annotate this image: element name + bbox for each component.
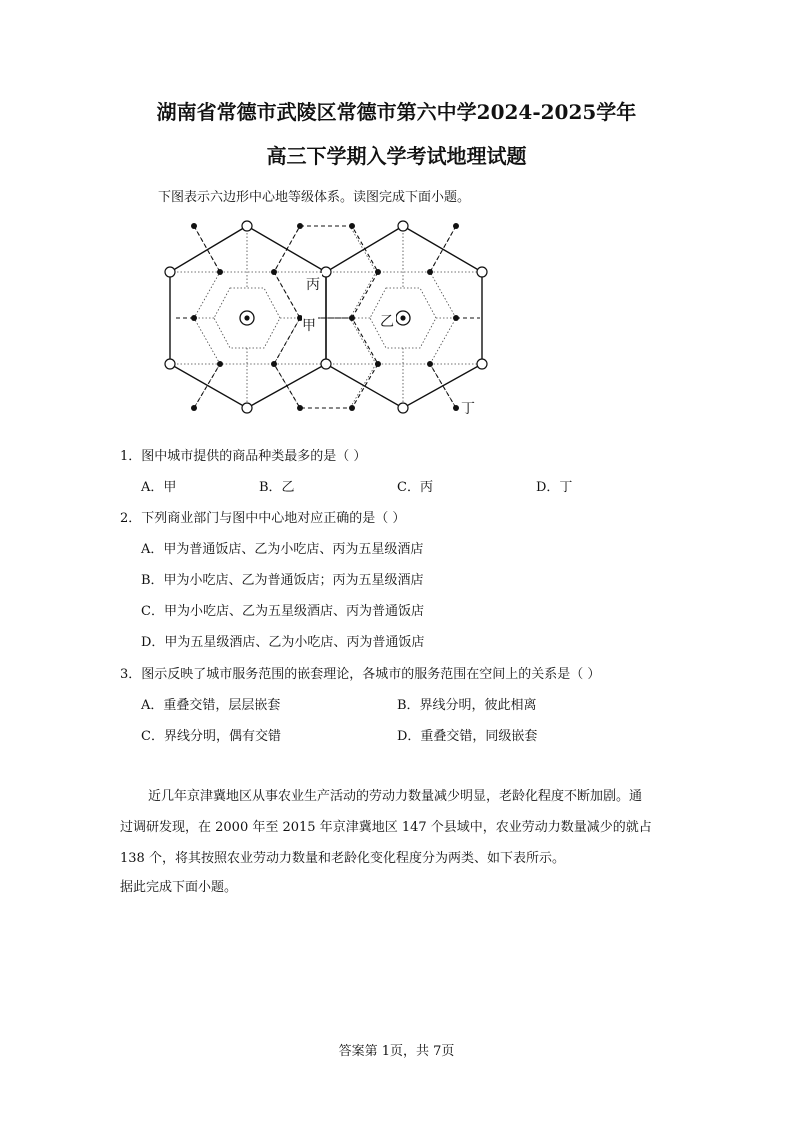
passage-line-2: 过调研发现，在 2000 年至 2015 年京津冀地区 147 个县域中，农业劳动力数量减少的就占	[120, 820, 652, 835]
question-1-option-d[interactable]: D．丁	[536, 480, 573, 495]
figure-intro: 下图表示六边形中心地等级体系。读图完成下面小题。	[158, 190, 471, 205]
question-2-option-a[interactable]: A．甲为普通饭店、乙为小吃店、丙为五星级酒店	[141, 542, 424, 557]
question-1-option-b[interactable]: B．乙	[259, 480, 295, 495]
page-title-line1: 湖南省常德市武陵区常德市第六中学2024-2025学年	[156, 100, 637, 124]
question-1-stem: 1．图中城市提供的商品种类最多的是（ ）	[120, 449, 367, 464]
question-2-stem: 2．下列商业部门与图中中心地对应正确的是（ ）	[120, 511, 406, 526]
central-place-hexagon-figure	[150, 215, 500, 420]
question-3-option-b[interactable]: B．界线分明，彼此相离	[397, 698, 537, 713]
passage-line-1: 近几年京津冀地区从事农业生产活动的劳动力数量减少明显，老龄化程度不断加剧。通	[148, 789, 643, 804]
page-footer: 答案第 1页，共 7页	[338, 1044, 455, 1059]
question-3-option-d[interactable]: D．重叠交错，同级嵌套	[397, 729, 538, 744]
question-1-option-c[interactable]: C．丙	[397, 480, 433, 495]
passage-line-4: 据此完成下面小题。	[120, 880, 238, 895]
question-3-stem: 3．图示反映了城市服务范围的嵌套理论，各城市的服务范围在空间上的关系是（ ）	[120, 667, 601, 682]
label-ding: 丁	[461, 401, 475, 417]
label-jia: 甲	[302, 318, 316, 334]
passage-line-3: 138 个，将其按照农业劳动力数量和老龄化变化程度分为两类、如下表所示。	[120, 851, 565, 866]
question-2-option-b[interactable]: B．甲为小吃店、乙为普通饭店；丙为五星级酒店	[141, 573, 424, 588]
question-1-option-a[interactable]: A．甲	[141, 480, 177, 495]
label-yi: 乙	[380, 314, 394, 330]
label-bing: 丙	[306, 277, 320, 293]
question-3-option-c[interactable]: C．界线分明，偶有交错	[141, 729, 281, 744]
question-2-option-c[interactable]: C．甲为小吃店、乙为五星级酒店、丙为普通饭店	[141, 604, 424, 619]
question-2-option-d[interactable]: D．甲为五星级酒店、乙为小吃店、丙为普通饭店	[141, 635, 425, 650]
solid-dot-centers	[191, 223, 459, 411]
question-3-option-a[interactable]: A．重叠交错，层层嵌套	[141, 698, 281, 713]
dashed-middle-order-boundaries	[176, 226, 480, 408]
page-title-line2: 高三下学期入学考试地理试题	[266, 144, 527, 168]
